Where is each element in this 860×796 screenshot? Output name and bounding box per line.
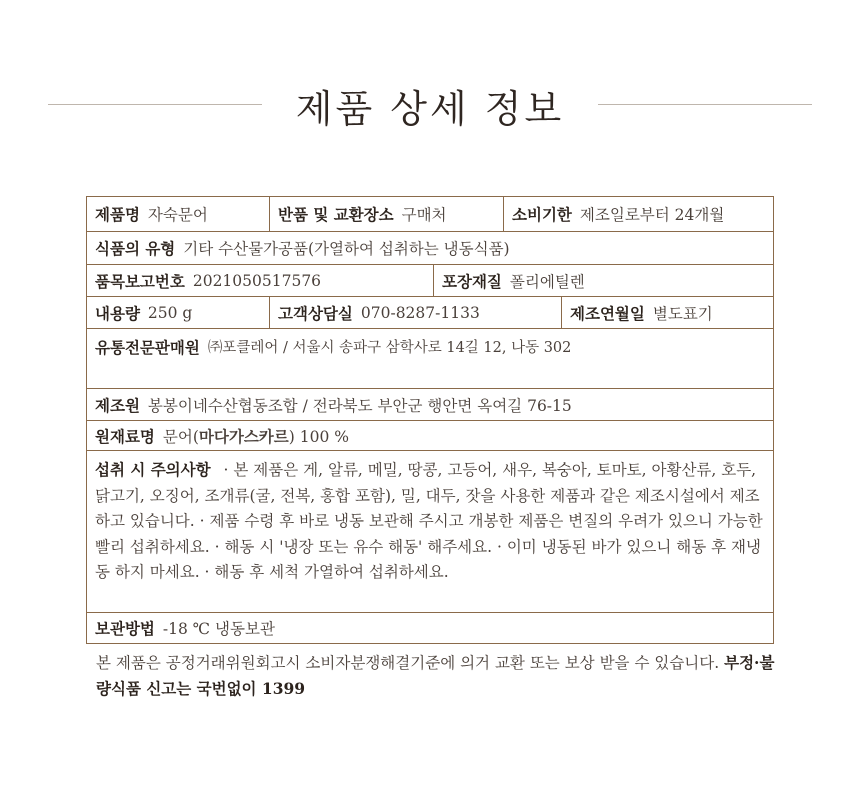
table-row (87, 197, 773, 231)
cell-food-type (87, 232, 773, 264)
value-precautions: · 본 제품은 게, 알류, 메밀, 땅콩, 고등어, 새우, 복숭아, 토마토, 아황산류, 호두, 닭고기, 오징어, 조개류(굴, 전복, 홍합 포함), 밀, 대두, 잣을 사용한 제품과 같은 제조시설에서 제조하고 있습니다. · 제품 수령 후 바로 냉동 보관해 주시고 개봉한 제품은 변질의 우려가 있으니 가능한 빨리 섭취하세요. · 해동 시 '냉장 또는 유수 해동' 해주세요. · 이미 냉동된 바가 있으니 해동 후 재냉동 하지 마세요. · 해동 후 세척 가열하여 섭취하세요. (95, 461, 763, 581)
cell-precautions (87, 451, 773, 612)
notice-text: 본 제품은 공정거래위원회고시 소비자분쟁해결기준에 의거 교환 또는 보상 받을 수 있습니다. (96, 654, 725, 672)
table-row (87, 388, 773, 420)
label-net-weight: 내용량 (95, 303, 140, 323)
label-storage: 보관방법 (95, 619, 155, 638)
cell-net-weight (87, 297, 269, 328)
value-net-weight: 250 g (147, 303, 193, 322)
value-packaging: 폴리에틸렌 (509, 272, 585, 291)
cell-distributor (87, 329, 773, 358)
cell-ingredients (87, 421, 773, 450)
label-expiry: 소비기한 (512, 205, 572, 224)
value-ingredients (163, 425, 349, 447)
value-product-name: 자숙문어 (147, 206, 208, 224)
label-manufacturer: 제조원 (95, 395, 140, 415)
ingredients-origin: 마다가스카르 (198, 426, 289, 446)
table-row (87, 612, 773, 643)
product-info-table (86, 196, 774, 644)
cell-customer-center (269, 297, 561, 328)
value-report-number: 2021050517576 (192, 271, 322, 290)
title-divider-left (48, 104, 262, 105)
value-food-type: 기타 수산물가공품(가열하여 섭취하는 냉동식품) (183, 240, 510, 258)
label-distributor: 유통전문판매원 (95, 338, 200, 357)
cell-return-place (269, 197, 503, 231)
value-manufacturer: 봉봉이네수산협동조합 / 전라북도 부안군 행안면 옥여길 76-15 (147, 396, 572, 415)
table-row (87, 328, 773, 388)
page-title: 제품 상세 정보 (295, 87, 565, 131)
exchange-notice (96, 650, 776, 702)
label-ingredients: 원재료명 (95, 426, 155, 446)
label-return-place: 반품 및 교환장소 (278, 205, 394, 224)
header (0, 70, 860, 140)
label-precautions: 섭취 시 주의사항 (95, 460, 211, 479)
table-row (87, 296, 773, 328)
value-expiry: 제조일로부터 24개월 (579, 206, 725, 224)
cell-packaging (433, 265, 773, 296)
value-customer-center: 070-8287-1133 (360, 303, 480, 322)
cell-manufacturer (87, 389, 773, 420)
notice-report-line: 부정·불량식품 신고는 국번없이 1399 (96, 653, 775, 698)
label-customer-center: 고객상담실 (278, 303, 353, 323)
table-row (87, 264, 773, 296)
value-return-place: 구매처 (401, 206, 447, 224)
value-storage: -18 ℃ 냉동보관 (162, 620, 275, 638)
ingredients-suffix: ) 100 % (288, 427, 349, 446)
title-divider-right (598, 104, 812, 105)
cell-product-name (87, 197, 269, 231)
cell-expiry (503, 197, 773, 231)
label-report-number: 품목보고번호 (95, 271, 185, 291)
label-packaging: 포장재질 (442, 271, 502, 291)
table-row (87, 420, 773, 450)
label-food-type: 식품의 유형 (95, 239, 176, 258)
table-row (87, 231, 773, 264)
value-manufacture-date: 별도표기 (652, 304, 713, 323)
label-manufacture-date: 제조연월일 (570, 303, 645, 323)
value-distributor: ㈜포클레어 / 서울시 송파구 삼학사로 14길 12, 나동 302 (207, 340, 572, 356)
table-row (87, 450, 773, 612)
cell-storage (87, 613, 773, 643)
ingredients-prefix: 문어( (162, 427, 199, 446)
cell-manufacture-date (561, 297, 773, 328)
cell-report-number (87, 265, 433, 296)
label-product-name: 제품명 (95, 205, 140, 224)
